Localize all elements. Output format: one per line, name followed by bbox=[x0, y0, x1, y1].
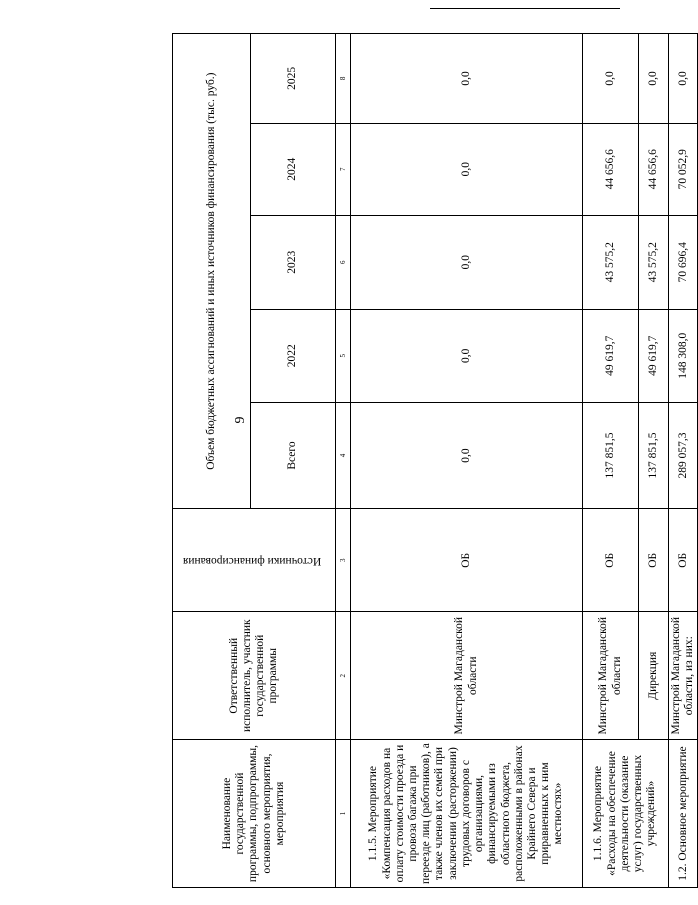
row-2022: 0,0 bbox=[351, 309, 583, 402]
row-2024: 44 656,6 bbox=[639, 123, 669, 215]
row-2022: 49 619,7 bbox=[639, 309, 669, 402]
header-name: Наименование государственной программы, подпрограммы, основного мероприятия, мероприятия bbox=[173, 740, 336, 888]
column-number-row bbox=[336, 34, 351, 888]
row-2025: 0,0 bbox=[669, 34, 698, 124]
row-2025: 0,0 bbox=[583, 34, 639, 124]
row-2023: 43 575,2 bbox=[639, 215, 669, 309]
row-2023: 43 575,2 bbox=[583, 215, 639, 309]
col-number-2: 2 bbox=[336, 612, 351, 740]
row-responsible: Минстрой Магаданской области bbox=[583, 612, 639, 740]
col-number-6: 6 bbox=[336, 215, 351, 309]
row-total: 137 851,5 bbox=[639, 402, 669, 508]
top-rule bbox=[430, 8, 620, 9]
row-2022: 49 619,7 bbox=[583, 309, 639, 402]
row-total: 0,0 bbox=[351, 402, 583, 508]
header-2025: 2025 bbox=[251, 34, 336, 124]
header-volume: Объем бюджетных ассигнований и иных источников финансирования (тыс. руб.) bbox=[173, 34, 251, 509]
header-2023: 2023 bbox=[251, 215, 336, 309]
table-row bbox=[583, 34, 639, 888]
row-source: ОБ bbox=[583, 509, 639, 612]
row-name: 1.1.5. Мероприятие «Компенсация расходов на оплату стоимости проезда и провоза багажа при переезде лиц (работников), а также членов их семей при заключении (расторжении) трудовых договоров с организациями, финансируемыми из областного бюджета, расположенными в районах Крайнего Севера и приравненных к ним местностях» bbox=[351, 740, 583, 888]
row-source: ОБ bbox=[669, 509, 698, 612]
row-2025: 0,0 bbox=[639, 34, 669, 124]
header-sources-text: Источники финансирования bbox=[182, 554, 321, 567]
row-source: ОБ bbox=[351, 509, 583, 612]
table-row bbox=[351, 34, 583, 888]
col-number-7: 7 bbox=[336, 123, 351, 215]
row-source: ОБ bbox=[639, 509, 669, 612]
row-2023: 70 696,4 bbox=[669, 215, 698, 309]
table-row bbox=[669, 34, 698, 888]
rotated-table-sheet bbox=[172, 33, 696, 888]
header-2022: 2022 bbox=[251, 309, 336, 402]
row-2022: 148 308,0 bbox=[669, 309, 698, 402]
header-responsible: Ответственный исполнитель, участник государственной программы bbox=[173, 612, 336, 740]
row-2023: 0,0 bbox=[351, 215, 583, 309]
row-name: 1.1.6. Мероприятие «Расходы на обеспечение деятельности (оказание услуг) государственных учреждений» bbox=[583, 740, 669, 888]
col-number-1: 1 bbox=[336, 740, 351, 888]
col-number-5: 5 bbox=[336, 309, 351, 402]
col-number-4: 4 bbox=[336, 402, 351, 508]
col-number-3: 3 bbox=[336, 509, 351, 612]
row-total: 137 851,5 bbox=[583, 402, 639, 508]
row-responsible: Дирекция bbox=[639, 612, 669, 740]
row-name: 1.2. Основное мероприятие bbox=[669, 740, 698, 888]
page-number: 9 bbox=[233, 416, 248, 424]
row-2024: 0,0 bbox=[351, 123, 583, 215]
header-total: Всего bbox=[251, 402, 336, 508]
row-2024: 44 656,6 bbox=[583, 123, 639, 215]
header-sources bbox=[173, 509, 336, 612]
header-2024: 2024 bbox=[251, 123, 336, 215]
row-responsible: Минстрой Магаданской области bbox=[351, 612, 583, 740]
row-2025: 0,0 bbox=[351, 34, 583, 124]
col-number-8: 8 bbox=[336, 34, 351, 124]
financing-table bbox=[172, 33, 698, 888]
row-responsible: Минстрой Магаданской области, из них: bbox=[669, 612, 698, 740]
row-total: 289 057,3 bbox=[669, 402, 698, 508]
row-2024: 70 052,9 bbox=[669, 123, 698, 215]
